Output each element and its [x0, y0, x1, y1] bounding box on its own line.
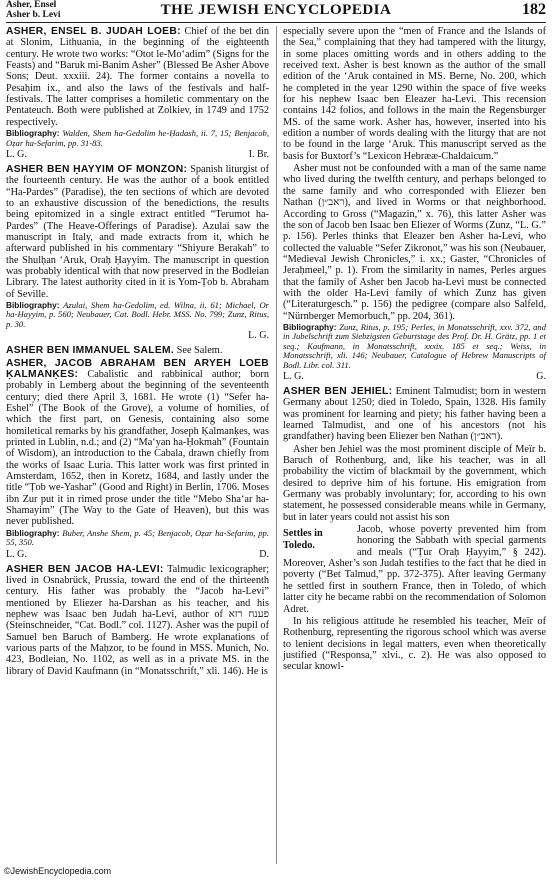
header-first-entry: Asher, Ensel: [6, 0, 57, 10]
signature-right: G.: [536, 370, 546, 382]
page-header: [6, 0, 546, 20]
paragraph: Asher must not be confounded with a man of the same name who lived during the twelfth century, and perhaps belonged to the same family and who corresponded with Eliezer ben Nathan (ראב״ן), and lived in Worms or that neighborhood. According to Gross (“Magazin,” x. 76), this latter Asher was the son of Jacob ben Isaac ben Eliezer of Worms (Zunz, “L. G.” p. 156). Perles thinks that Eleazer ben Asher ha-Levi, who collected the valuable “Sefer Zikronot,” was his son (Neubauer, “Medieval Jewish Chronicles,” i. xx.; Gaster, “Chronicles of Jeraḥmeel,” p. 1). From the similarity in names, Perles argues that the family of Asher ben Jacob ha-Levi must be connected with the older Ha-Levi family of which Zunz has given (“Literaturgesch.” p. 156) the pedigree (compare also Salfeld, “Nürnberger Memorbuch,” pp. 204, 361).: [283, 163, 546, 322]
entry-text: Eminent Talmudist; born in western Germany about 1250; died in Toledo, Spain, 1328. His family was prominent for learning and piety; his father having been a learned Talmudist, and one of his ancestors (not his grandfather) having been Eliezer ben Nathan (ראב״ן).: [283, 385, 546, 443]
entry-text: Spanish liturgist of the fourteenth century. He was the author of a book entitled “Ha-Pardes” (Paradise), the ten sections of which are devoted to an exhaustive discussion of the benedictions, the results being epitomized in a single extract entitled “Terumot ha-Pardes” (The Heave-Offerings of Paradise). Azulai saw the manuscript in Italy, and made extracts from it, which he afterward published in his commentary “Shiyure Berakah” to the Shulḥan ‘Aruk, Oraḥ Ḥayyim. The manuscript in question was probably identical with that now preserved in the Bodleian Library. The latest authority cited in it is Yom-Ṭob b. Abraham of Seville.: [6, 163, 270, 300]
entry-text: Cabalistic and rabbinical author; born probably in Lemberg about the beginning of the seventeenth century; died there April 3, 1681. He wrote (1) “Sefer ha-Eshel” (The Book of the Grove), a volume of homilies, of which the first part, on Genesis, containing also some homiletical remarks by his grandfather, Joseph Ḳalmanḳes, was printed in Lublin, n.d.; and (2) “Ma‘yan ha-Ḥokmah” (Fountain of Wisdom), an introduction to the Cabala, drawn chiefly from the works of Isaac Luria. This latter work was first printed in Amsterdam, 1652, then in Koretz, 1684, and lastly under the title “Ṭob we-Yashar” (Good and Right) in Berlin, 1706. Moses ibn Zur put it in rimed prose under the title “Mebo Sha‘ar ha-Shamayim” (The Way to the Gate of Heaven), but this was never published.: [6, 368, 269, 528]
header-rule: [6, 22, 546, 23]
bibliography: [6, 529, 269, 548]
signature-line: [283, 371, 546, 383]
bibliography-label: Bibliography:: [6, 128, 60, 139]
entry-heading: ASHER, JACOB ABRAHAM BEN ARYEH LOEB ḲALMANḲES:: [6, 357, 269, 380]
entry-heading: ASHER BEN JACOB HA-LEVI:: [6, 563, 164, 575]
right-column: [283, 26, 546, 674]
entry-asher-ben-jacob: [6, 564, 269, 677]
bibliography-text: Zunz, Ritus, p. 195; Perles, in Monatsschrift, xxv. 372, and in Jubelschrift zum Siebzigsten Geburtstage des Prof. Dr. H. Grätz, pp. 1 et seq.; Kaufmann, in Monatsschrift, xxxix. 185 et seq.; Weiss, in Monatsschrift, xli. 146; Neubauer, Catalogue of Hebrew Manuscripts of Bodl. Libr. col. 311.: [283, 321, 546, 370]
entry-asher-jacob-abraham: [6, 358, 269, 528]
signature-line: [6, 549, 269, 561]
entry-heading: ASHER BEN IMMANUEL SALEM.: [6, 345, 175, 357]
bibliography: [6, 129, 269, 148]
signature-left: L. G.: [283, 370, 304, 382]
entry-heading: ASHER BEN JEHIEL:: [283, 385, 393, 397]
bibliography: [6, 301, 269, 329]
column-divider: [276, 26, 277, 864]
signature-left: L. G.: [6, 548, 27, 560]
signature-right: L. G.: [248, 330, 269, 342]
paragraph: Jacob, whose poverty prevented him from honoring the Sabbath with special garments and meals (“Ṭur Oraḥ Ḥayyim,” § 242). Moreover, Asher’s son Judah testifies to the fact that he died in poverty (“Bet Talmud,” pp. 372-375). After leaving Germany he settled first in southern France, then in Toledo, of which latter city he became rabbi on the recommendation of Solomon Adret.: [283, 524, 546, 615]
bibliography-text: Buber, Anshe Shem, p. 45; Benjacob, Oẓar ha-Sefarim, pp. 55, 350.: [6, 527, 269, 548]
header-title: THE JEWISH ENCYCLOPEDIA: [160, 2, 392, 18]
bibliography-label: Bibliography:: [6, 527, 60, 538]
signature-right: I. Br.: [248, 148, 269, 160]
bibliography-label: Bibliography:: [283, 321, 337, 332]
bibliography: [283, 323, 546, 370]
bibliography-label: Bibliography:: [6, 300, 60, 311]
entry-heading: ASHER, ENSEL B. JUDAH LOEB:: [6, 26, 181, 37]
entry-asher-ensel: [6, 26, 269, 128]
side-note-block: [283, 524, 546, 615]
side-note-settles-in-toledo: Settles in Toledo.: [283, 528, 323, 551]
signature-right: D.: [259, 548, 269, 560]
paragraph: Asher ben Jehiel was the most prominent disciple of Meïr b. Baruch of Rothenburg, and, like his teacher, was in all probability the victim of blackmail by the government, which desired to deprive him of his fortune. His emigration from Germany was probably involuntary; for, according to his own statement, he possessed considerable means while in Germany, but in later years could not assist his son: [283, 443, 546, 523]
entry-text: Chief of the bet din at Slonim, Lithuania, in the beginning of the eighteenth century. He wrote two works: “Otot le-Mo‘adim” (Signs for the Feasts) and “Baruk mi-Banim Asher” (Blessed Be Asher Above Sons; Deut. xxxiii. 24). The former contains a novella to Pesaḥim ix., and also the laws of the festivals and half-festivals. The latter comprises a homiletic commentary on the Pentateuch. Both were published at Zolkiev, in 1749 and 1752 respectively.: [6, 26, 269, 128]
entry-heading: ASHER BEN ḤAYYIM OF MONZON:: [6, 163, 188, 175]
signature-left: L. G.: [6, 148, 27, 160]
signature-line: [6, 330, 269, 342]
signature-line: [6, 149, 269, 161]
left-column: [6, 26, 269, 678]
copyright-footer: ©JewishEncyclopedia.com: [4, 866, 112, 876]
paragraph: In his religious attitude he resembled his teacher, Meïr of Rothenburg, representing the rigorous school which was averse to lenient decisions in legal matters, even when theoretically justified (“Responsa,” xlvi., c. 2). He was also opposed to secular knowl-: [283, 615, 546, 673]
entry-text: See Salem.: [176, 345, 223, 357]
header-last-entry: Asher b. Levi: [6, 9, 61, 20]
entry-text: Talmudic lexicographer; lived in Osnabrück, Prussia, toward the end of the thirteenth century. His father was probably the “Jacob ha-Levi” mentioned by Eliezer ha-Darshan as his teacher, and his nephew was Isaac ben Judah ha-Levi, author of פענח רזא (Steinschneider, “Cat. Bodl.” col. 1127). Asher was the pupil of Samuel ben Baruch of Bamberg. He wrote explanations of various parts of the Maḥzor, to be found in MSS. Munich, No. 423, Bodleian, No. 1102, as well as in a private MS. in the library of David Kaufmann (in “Monatsschrift,” xli. 146). He is: [6, 563, 270, 677]
entry-asher-ben-hayyim: [6, 164, 269, 300]
entry-asher-ben-immanuel: [6, 345, 269, 356]
bibliography-text: Walden, Shem ha-Gedolim he-Ḥadash, ii. 7, 15; Benjacob, Oẓar ha-Sefarim, pp. 31-83.: [6, 128, 269, 148]
bibliography-text: Azulai, Shem ha-Gedolim, ed. Wilna, ii. 61; Michael, Or ha-Ḥayyim, p. 560; Neubauer, Cat. Bodl. Hebr. MSS. No. 799; Zunz, Ritus, p. 30.: [6, 300, 269, 329]
page-number: 182: [522, 1, 546, 18]
paragraph: especially severe upon the “men of France and the Islands of the Sea,” complaining that they had tampered with the liturgy, in some places omitting words and in others adding to the received text. Asher is best known as the author of the small edition of the ‘Aruk contained in MS. Berne, No. 200, which he completed in the year 1290 within the space of five weeks for his nephew Isaac ben Eleazer ha-Levi. This recension contains 142 folios, and follows in the main the Regensburger MS. of the same work. Asher has, however, inserted into his edition a number of words dealing with the liturgy that are not to be found in the large ‘Aruk. This manuscript served as the basis for Buxtorf’s “Lexicon Hebrææ-Chaldaicum.”: [283, 26, 546, 162]
entry-asher-ben-jehiel: [283, 386, 546, 443]
